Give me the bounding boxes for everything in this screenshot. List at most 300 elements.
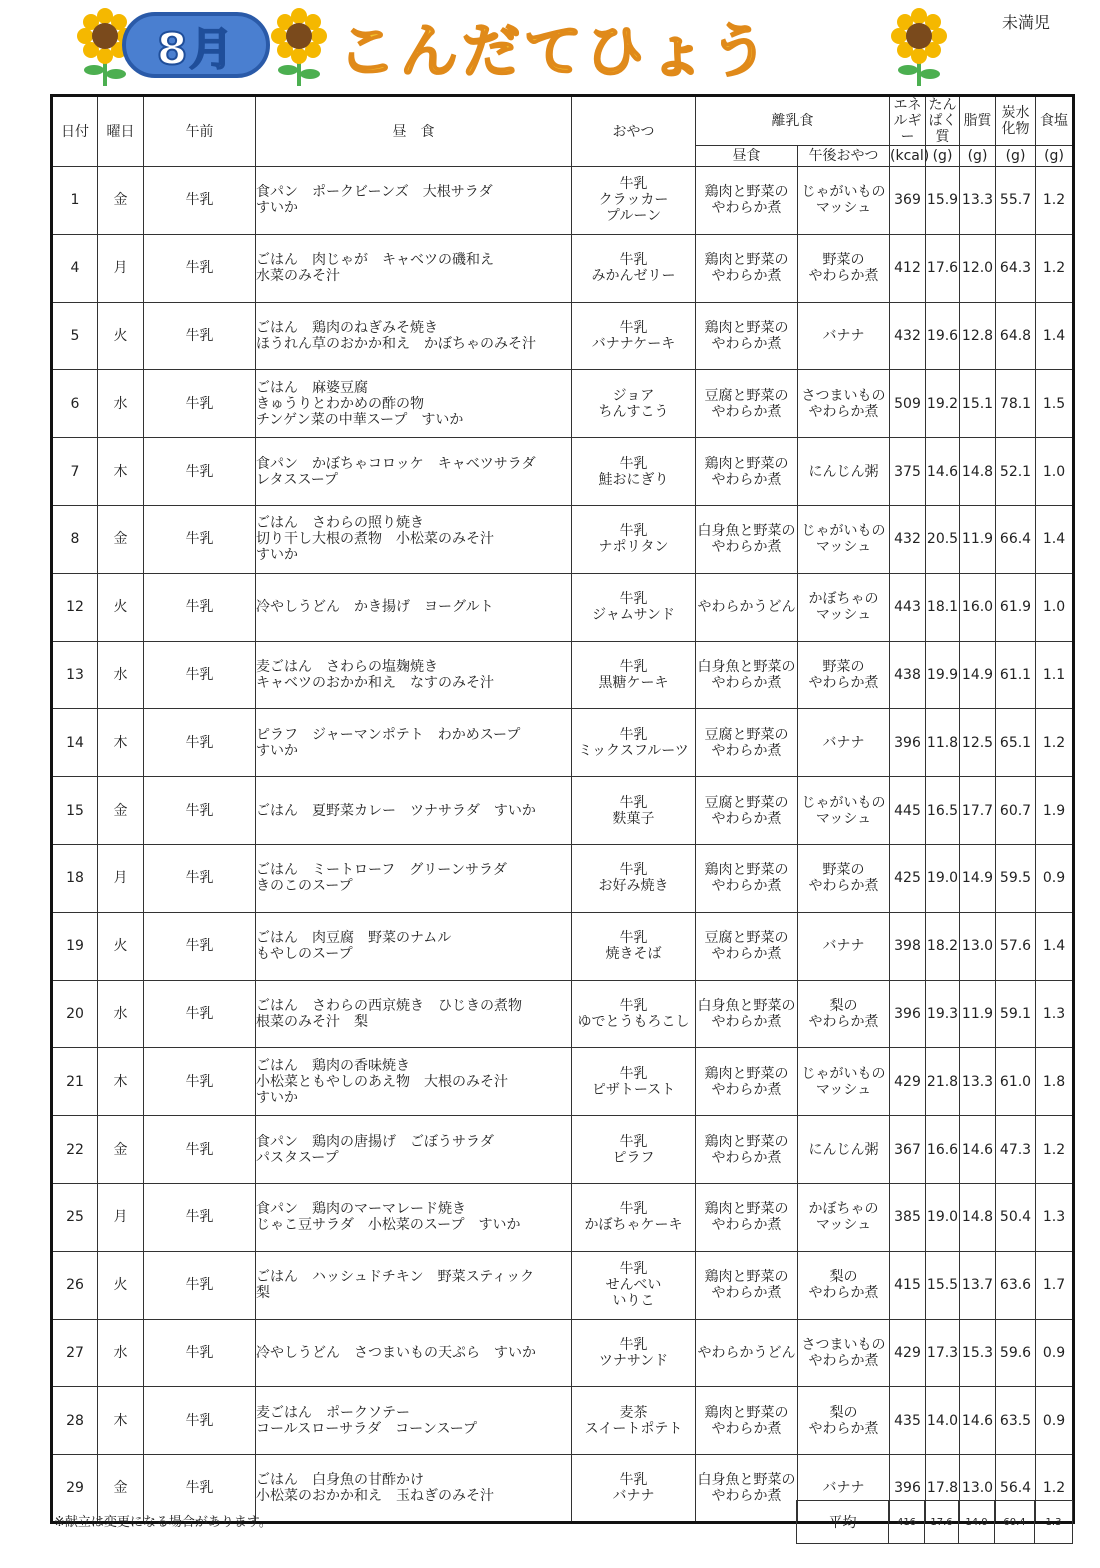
table-row	[52, 573, 1074, 641]
baby-lunch-cell	[696, 1319, 798, 1387]
protein-cell: 16.6	[926, 1116, 960, 1184]
month-label: 8月	[156, 24, 236, 75]
lunch-cell-line: ごはん 肉じゃが キャベツの磯和え	[256, 252, 494, 269]
salt-cell: 1.0	[1036, 573, 1074, 641]
date-cell: 22	[52, 1116, 98, 1184]
table-row	[52, 167, 1074, 235]
protein-cell: 14.6	[926, 438, 960, 506]
salt-cell: 0.9	[1036, 1319, 1074, 1387]
energy-cell: 432	[890, 302, 926, 370]
lunch-cell-line: 梨	[256, 1285, 270, 1302]
protein-cell: 19.9	[926, 641, 960, 709]
table-row	[52, 1387, 1074, 1455]
weekday-cell: 木	[98, 1387, 144, 1455]
snack-cell-line: 牛乳	[619, 997, 648, 1014]
morning-cell: 牛乳	[144, 777, 256, 845]
date-cell: 14	[52, 709, 98, 777]
lunch-cell-line: 食パン 鶏肉の唐揚げ ごぼうサラダ	[256, 1133, 494, 1150]
snack-cell	[572, 844, 696, 912]
baby-lunch-cell	[696, 1183, 798, 1251]
baby-lunch-cell-line: やわらか煮	[711, 1285, 782, 1302]
morning-cell: 牛乳	[144, 167, 256, 235]
baby-lunch-cell-line: 鶏肉と野菜の	[704, 252, 789, 269]
fat-cell: 15.3	[960, 1319, 996, 1387]
energy-cell: 396	[890, 709, 926, 777]
baby-lunch-cell	[696, 709, 798, 777]
date-cell: 25	[52, 1183, 98, 1251]
table-row	[52, 1251, 1074, 1319]
baby-lunch-cell	[696, 1387, 798, 1455]
lunch-cell-line: チンゲン菜の中華スープ すいか	[256, 411, 464, 428]
snack-cell	[572, 1387, 696, 1455]
energy-cell: 425	[890, 844, 926, 912]
snack-cell-line: 麦茶	[619, 1404, 648, 1421]
average-label: 平均	[797, 1501, 889, 1544]
baby-snack-cell	[798, 641, 890, 709]
average-row	[797, 1501, 1073, 1544]
table-row	[52, 980, 1074, 1048]
table-row	[52, 438, 1074, 506]
snack-cell	[572, 1319, 696, 1387]
baby-lunch-cell-line: やわらか煮	[711, 1149, 782, 1166]
baby-lunch-cell-line: 白身魚と野菜の	[697, 1472, 796, 1489]
baby-lunch-cell-line: 白身魚と野菜の	[697, 523, 796, 540]
date-cell: 29	[52, 1455, 98, 1523]
snack-cell-line: 黒糖ケーキ	[598, 674, 669, 691]
baby-snack-cell-line: やわらか煮	[808, 403, 879, 420]
snack-cell-line: 牛乳	[619, 176, 648, 193]
baby-lunch-cell	[696, 167, 798, 235]
morning-cell: 牛乳	[144, 1455, 256, 1523]
snack-cell	[572, 912, 696, 980]
energy-cell: 429	[890, 1048, 926, 1116]
baby-snack-cell-line: バナナ	[822, 938, 865, 955]
header-fat-unit: (g)	[960, 146, 996, 167]
energy-cell: 375	[890, 438, 926, 506]
morning-cell: 牛乳	[144, 912, 256, 980]
lunch-cell-line: じゃこ豆サラダ 小松菜のスープ すいか	[256, 1217, 521, 1234]
weekday-cell: 金	[98, 505, 144, 573]
header-date: 日付	[52, 96, 98, 167]
lunch-cell	[256, 1455, 572, 1523]
snack-cell-line: スイートポテト	[584, 1420, 683, 1437]
snack-cell-line: 牛乳	[619, 1065, 648, 1082]
energy-cell: 443	[890, 573, 926, 641]
morning-cell: 牛乳	[144, 1183, 256, 1251]
header-carb: 炭水化物	[996, 96, 1036, 146]
baby-snack-cell-line: マッシュ	[815, 607, 872, 624]
lunch-cell	[256, 167, 572, 235]
date-cell: 7	[52, 438, 98, 506]
lunch-cell-line: 食パン 鶏肉のマーマレード焼き	[256, 1201, 466, 1218]
snack-cell-line: ミックスフルーツ	[578, 742, 689, 759]
carb-cell: 55.7	[996, 167, 1036, 235]
average-protein: 17.6	[925, 1501, 959, 1544]
snack-cell-line: 牛乳	[619, 1261, 648, 1278]
fat-cell: 14.8	[960, 438, 996, 506]
table-row	[52, 505, 1074, 573]
lunch-cell-line: ごはん 夏野菜カレー ツナサラダ すいか	[256, 802, 536, 819]
energy-cell: 429	[890, 1319, 926, 1387]
header-energy: エネルギー	[890, 96, 926, 146]
snack-cell	[572, 709, 696, 777]
baby-lunch-cell-line: 白身魚と野菜の	[697, 997, 796, 1014]
baby-snack-cell-line: じゃがいもの	[801, 1065, 886, 1082]
date-cell: 15	[52, 777, 98, 845]
snack-cell-line: 牛乳	[619, 862, 648, 879]
date-cell: 1	[52, 167, 98, 235]
lunch-cell	[256, 370, 572, 438]
weekday-cell: 水	[98, 1319, 144, 1387]
baby-lunch-cell	[696, 302, 798, 370]
lunch-cell	[256, 1387, 572, 1455]
baby-lunch-cell-line: 鶏肉と野菜の	[704, 1269, 789, 1286]
baby-snack-cell-line: じゃがいもの	[801, 184, 886, 201]
menu-body	[52, 167, 1074, 1523]
lunch-cell-line: パスタスープ	[256, 1149, 339, 1166]
baby-snack-cell	[798, 980, 890, 1048]
snack-cell-line: 牛乳	[619, 1201, 648, 1218]
baby-snack-cell-line: さつまいもの	[801, 387, 886, 404]
protein-cell: 17.3	[926, 1319, 960, 1387]
carb-cell: 50.4	[996, 1183, 1036, 1251]
protein-cell: 19.6	[926, 302, 960, 370]
carb-cell: 64.8	[996, 302, 1036, 370]
baby-snack-cell-line: さつまいもの	[801, 1336, 886, 1353]
lunch-cell-line: ごはん さわらの照り焼き	[256, 515, 424, 532]
fat-cell: 13.3	[960, 167, 996, 235]
protein-cell: 19.0	[926, 844, 960, 912]
lunch-cell	[256, 302, 572, 370]
lunch-cell-line: ごはん 麻婆豆腐	[256, 379, 368, 396]
snack-cell-line: いりこ	[612, 1293, 655, 1310]
lunch-cell-line: 冷やしうどん かき揚げ ヨーグルト	[256, 599, 494, 616]
baby-snack-cell-line: 梨の	[829, 1269, 858, 1286]
baby-snack-cell	[798, 777, 890, 845]
snack-cell-line: みかんゼリー	[591, 268, 676, 285]
header-protein-unit: (g)	[926, 146, 960, 167]
lunch-cell	[256, 1116, 572, 1184]
lunch-cell	[256, 1048, 572, 1116]
weekday-cell: 水	[98, 980, 144, 1048]
baby-lunch-cell-line: やわらか煮	[711, 1013, 782, 1030]
header-snack: おやつ	[572, 96, 696, 167]
protein-cell: 17.6	[926, 234, 960, 302]
baby-snack-cell-line: マッシュ	[815, 539, 872, 556]
lunch-cell	[256, 505, 572, 573]
carb-cell: 63.6	[996, 1251, 1036, 1319]
weekday-cell: 水	[98, 641, 144, 709]
snack-cell-line: 牛乳	[619, 930, 648, 947]
weekday-cell: 月	[98, 1183, 144, 1251]
sunflower-icon	[880, 8, 958, 86]
lunch-cell	[256, 912, 572, 980]
baby-lunch-cell-line: やわらか煮	[711, 403, 782, 420]
snack-cell	[572, 302, 696, 370]
table-row	[52, 709, 1074, 777]
fat-cell: 13.0	[960, 1455, 996, 1523]
baby-lunch-cell-line: やわらか煮	[711, 268, 782, 285]
snack-cell	[572, 505, 696, 573]
baby-lunch-cell-line: 鶏肉と野菜の	[704, 1133, 789, 1150]
header	[0, 0, 1100, 92]
protein-cell: 18.1	[926, 573, 960, 641]
baby-lunch-cell-line: やわらか煮	[711, 946, 782, 963]
lunch-cell	[256, 573, 572, 641]
morning-cell: 牛乳	[144, 1319, 256, 1387]
carb-cell: 63.5	[996, 1387, 1036, 1455]
snack-cell	[572, 167, 696, 235]
snack-cell	[572, 980, 696, 1048]
salt-cell: 1.2	[1036, 167, 1074, 235]
morning-cell: 牛乳	[144, 709, 256, 777]
lunch-cell-line: すいか	[256, 742, 298, 759]
weekday-cell: 木	[98, 709, 144, 777]
salt-cell: 1.2	[1036, 1116, 1074, 1184]
lunch-cell-line: 根菜のみそ汁 梨	[256, 1013, 368, 1030]
fat-cell: 13.0	[960, 912, 996, 980]
snack-cell-line: かぼちゃケーキ	[584, 1217, 683, 1234]
lunch-cell-line: ごはん 鶏肉のねぎみそ焼き	[256, 319, 438, 336]
baby-lunch-cell-line: やわらか煮	[711, 1081, 782, 1098]
snack-cell-line: 牛乳	[619, 252, 648, 269]
baby-snack-cell-line: 野菜の	[822, 252, 865, 269]
lunch-cell-line: ごはん 白身魚の甘酢かけ	[256, 1472, 424, 1489]
baby-snack-cell-line: 梨の	[829, 1404, 858, 1421]
date-cell: 18	[52, 844, 98, 912]
weekday-cell: 金	[98, 1116, 144, 1184]
energy-cell: 445	[890, 777, 926, 845]
snack-cell	[572, 234, 696, 302]
energy-cell: 367	[890, 1116, 926, 1184]
fat-cell: 14.9	[960, 641, 996, 709]
lunch-cell	[256, 234, 572, 302]
baby-snack-cell-line: バナナ	[822, 1480, 865, 1497]
lunch-cell-line: 冷やしうどん さつまいもの天ぷら すいか	[256, 1344, 536, 1361]
baby-snack-cell-line: バナナ	[822, 734, 865, 751]
fat-cell: 11.9	[960, 980, 996, 1048]
header-baby-lunch: 昼食	[696, 146, 798, 167]
salt-cell: 1.3	[1036, 980, 1074, 1048]
lunch-cell	[256, 1319, 572, 1387]
morning-cell: 牛乳	[144, 234, 256, 302]
salt-cell: 1.0	[1036, 438, 1074, 506]
morning-cell: 牛乳	[144, 370, 256, 438]
baby-lunch-cell	[696, 438, 798, 506]
header-baby-food: 離乳食	[696, 96, 890, 146]
baby-snack-cell	[798, 1116, 890, 1184]
snack-cell-line: バナナケーキ	[591, 335, 676, 352]
date-cell: 19	[52, 912, 98, 980]
baby-snack-cell-line: マッシュ	[815, 1217, 872, 1234]
weekday-cell: 火	[98, 912, 144, 980]
baby-lunch-cell-line: やわらか煮	[711, 539, 782, 556]
baby-snack-cell	[798, 709, 890, 777]
salt-cell: 1.2	[1036, 1455, 1074, 1523]
header-salt-unit: (g)	[1036, 146, 1074, 167]
baby-snack-cell	[798, 234, 890, 302]
salt-cell: 0.9	[1036, 844, 1074, 912]
baby-lunch-cell-line: やわらか煮	[711, 810, 782, 827]
carb-cell: 52.1	[996, 438, 1036, 506]
baby-snack-cell-line: やわらか煮	[808, 1352, 879, 1369]
energy-cell: 432	[890, 505, 926, 573]
baby-lunch-cell	[696, 234, 798, 302]
fat-cell: 15.1	[960, 370, 996, 438]
baby-snack-cell	[798, 1048, 890, 1116]
energy-cell: 415	[890, 1251, 926, 1319]
snack-cell	[572, 641, 696, 709]
baby-lunch-cell-line: 鶏肉と野菜の	[704, 184, 789, 201]
header-salt: 食塩	[1036, 96, 1074, 146]
table-row	[52, 844, 1074, 912]
baby-snack-cell	[798, 1319, 890, 1387]
morning-cell: 牛乳	[144, 1387, 256, 1455]
baby-lunch-cell-line: 鶏肉と野菜の	[704, 455, 789, 472]
lunch-cell-line: 食パン ポークビーンズ 大根サラダ	[256, 184, 493, 201]
energy-cell: 412	[890, 234, 926, 302]
carb-cell: 61.1	[996, 641, 1036, 709]
salt-cell: 1.9	[1036, 777, 1074, 845]
carb-cell: 66.4	[996, 505, 1036, 573]
protein-cell: 16.5	[926, 777, 960, 845]
baby-lunch-cell-line: 豆腐と野菜の	[704, 726, 789, 743]
baby-lunch-cell	[696, 370, 798, 438]
snack-cell-line: 牛乳	[619, 794, 648, 811]
fat-cell: 13.3	[960, 1048, 996, 1116]
menu-table	[50, 94, 1075, 1524]
table-row	[52, 1183, 1074, 1251]
salt-cell: 1.2	[1036, 234, 1074, 302]
lunch-cell	[256, 438, 572, 506]
baby-snack-cell-line: にんじん粥	[808, 1141, 879, 1158]
protein-cell: 15.5	[926, 1251, 960, 1319]
snack-cell-line: ジョア	[612, 387, 655, 404]
baby-lunch-cell	[696, 505, 798, 573]
baby-snack-cell	[798, 505, 890, 573]
snack-cell-line: ツナサンド	[598, 1352, 669, 1369]
snack-cell-line: 麩菓子	[612, 810, 655, 827]
salt-cell: 1.4	[1036, 302, 1074, 370]
lunch-cell-line: ごはん ハッシュドチキン 野菜スティック	[256, 1269, 535, 1286]
energy-cell: 398	[890, 912, 926, 980]
baby-lunch-cell	[696, 777, 798, 845]
baby-lunch-cell	[696, 1116, 798, 1184]
carb-cell: 60.7	[996, 777, 1036, 845]
snack-cell	[572, 1251, 696, 1319]
morning-cell: 牛乳	[144, 302, 256, 370]
baby-lunch-cell-line: やわらか煮	[711, 471, 782, 488]
carb-cell: 47.3	[996, 1116, 1036, 1184]
energy-cell: 385	[890, 1183, 926, 1251]
snack-cell-line: ピラフ	[612, 1149, 655, 1166]
baby-snack-cell-line: にんじん粥	[808, 463, 879, 480]
change-note: ※献立は変更になる場合があります。	[54, 1515, 272, 1530]
carb-cell: 59.6	[996, 1319, 1036, 1387]
lunch-cell-line: ごはん 肉豆腐 野菜のナムル	[256, 930, 452, 947]
salt-cell: 1.4	[1036, 912, 1074, 980]
snack-cell	[572, 1116, 696, 1184]
month-badge	[122, 12, 270, 78]
baby-lunch-cell	[696, 980, 798, 1048]
lunch-cell-line: コールスローサラダ コーンスープ	[256, 1420, 478, 1437]
lunch-cell	[256, 709, 572, 777]
weekday-cell: 金	[98, 1455, 144, 1523]
date-cell: 13	[52, 641, 98, 709]
baby-lunch-cell-line: やわらか煮	[711, 674, 782, 691]
baby-snack-cell	[798, 573, 890, 641]
snack-cell	[572, 573, 696, 641]
baby-lunch-cell-line: 鶏肉と野菜の	[704, 1404, 789, 1421]
snack-cell-line: ピザトースト	[591, 1081, 676, 1098]
protein-cell: 20.5	[926, 505, 960, 573]
baby-snack-cell-line: 野菜の	[822, 862, 865, 879]
lunch-cell	[256, 980, 572, 1048]
protein-cell: 21.8	[926, 1048, 960, 1116]
fat-cell: 13.7	[960, 1251, 996, 1319]
snack-cell-line: クラッカー	[598, 192, 669, 209]
snack-cell-line: ちんすこう	[598, 403, 669, 420]
fat-cell: 14.9	[960, 844, 996, 912]
carb-cell: 78.1	[996, 370, 1036, 438]
baby-lunch-cell-line: 豆腐と野菜の	[704, 930, 789, 947]
lunch-cell-line: すいか	[256, 200, 298, 217]
lunch-cell-line: きのこのスープ	[256, 878, 353, 895]
fat-cell: 12.8	[960, 302, 996, 370]
snack-cell-line: 鮭おにぎり	[598, 471, 669, 488]
date-cell: 12	[52, 573, 98, 641]
protein-cell: 19.3	[926, 980, 960, 1048]
baby-snack-cell-line: じゃがいもの	[801, 794, 886, 811]
morning-cell: 牛乳	[144, 980, 256, 1048]
header-baby-snack: 午後おやつ	[798, 146, 890, 167]
baby-lunch-cell-line: やわらか煮	[711, 1488, 782, 1505]
table-row	[52, 370, 1074, 438]
baby-snack-cell	[798, 1251, 890, 1319]
energy-cell: 435	[890, 1387, 926, 1455]
salt-cell: 1.3	[1036, 1183, 1074, 1251]
page-title: こんだてひょう	[338, 17, 773, 85]
morning-cell: 牛乳	[144, 438, 256, 506]
snack-cell-line: 牛乳	[619, 658, 648, 675]
date-cell: 8	[52, 505, 98, 573]
fat-cell: 17.7	[960, 777, 996, 845]
salt-cell: 0.9	[1036, 1387, 1074, 1455]
lunch-cell	[256, 777, 572, 845]
baby-snack-cell-line: やわらか煮	[808, 674, 879, 691]
table-row	[52, 234, 1074, 302]
baby-lunch-cell-line: 鶏肉と野菜の	[704, 862, 789, 879]
average-energy: 416	[889, 1501, 925, 1544]
snack-cell	[572, 1455, 696, 1523]
carb-cell: 59.5	[996, 844, 1036, 912]
fat-cell: 12.5	[960, 709, 996, 777]
protein-cell: 18.2	[926, 912, 960, 980]
morning-cell: 牛乳	[144, 1116, 256, 1184]
snack-cell	[572, 438, 696, 506]
header-lunch: 昼 食	[256, 96, 572, 167]
baby-lunch-cell-line: やわらか煮	[711, 742, 782, 759]
protein-cell: 11.8	[926, 709, 960, 777]
salt-cell: 1.8	[1036, 1048, 1074, 1116]
baby-lunch-cell	[696, 1251, 798, 1319]
baby-snack-cell-line: 野菜の	[822, 658, 865, 675]
table-row	[52, 777, 1074, 845]
date-cell: 26	[52, 1251, 98, 1319]
snack-cell-line: 牛乳	[619, 319, 648, 336]
average-table	[796, 1500, 1073, 1544]
baby-snack-cell	[798, 167, 890, 235]
